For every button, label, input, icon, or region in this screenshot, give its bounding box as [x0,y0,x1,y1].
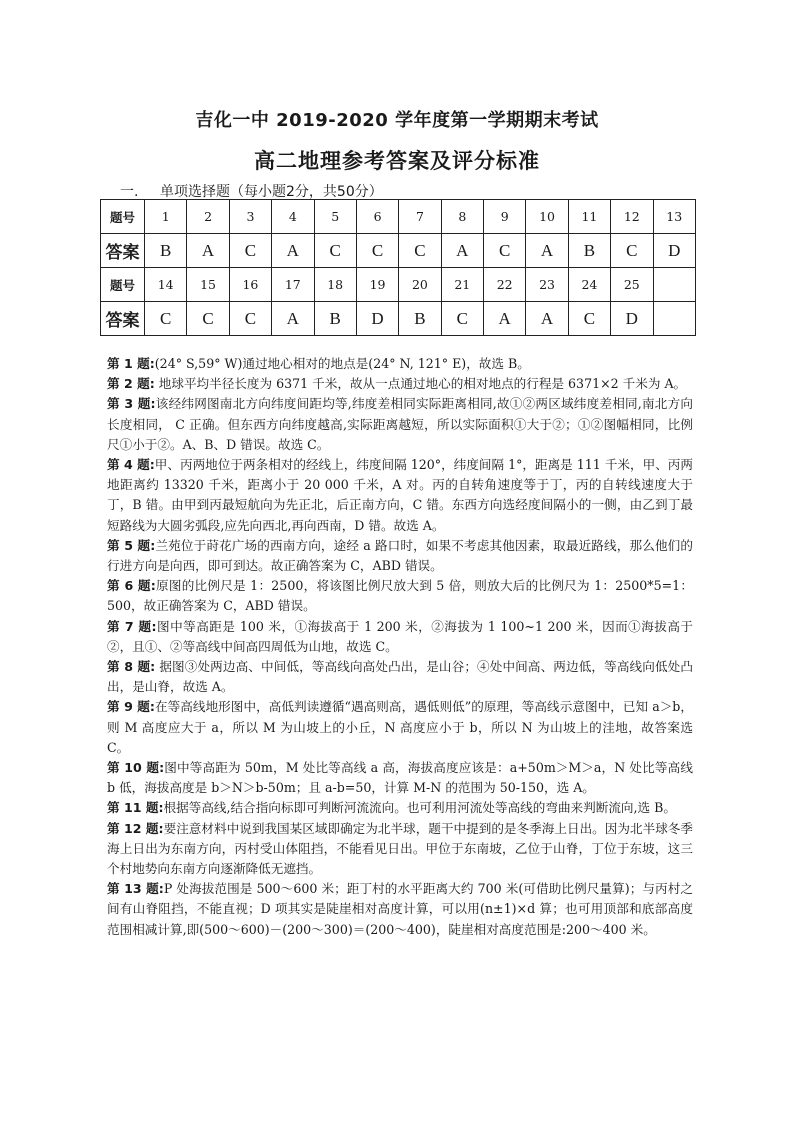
explanation-text: P 处海拔范围是 500～600 米；距丁村的水平距离大约 700 米(可借助比例尺量算)；与丙村之间有山脊阻挡，不能直视；D 项其实是陡崖相对高度计算，可以用(n±1)×d 算；也可用顶部和底部高度范围相减计算,即(500～600)－(200～300)＝(200～400)，陡崖相对高度范围是:200～400 米。 [107,881,693,937]
answer-key-subtitle: 高二地理参考答案及评分标准 [254,149,540,173]
exam-title: 吉化一中 2019-2020 学年度第一学期期末考试 [195,110,599,131]
question-label: 第 3 题: [107,396,156,412]
answer-table [100,199,696,336]
question-number-cell: 16 [229,268,271,302]
explanation-text: 在等高线地形图中，高低判读遵循“遇高则高，遇低则低”的原理，等高线示意图中，已知 a＞b，则 M 高度应大于 a，所以 M 为山坡上的小丘，N 高度应小于 b，所以 N 为山坡上的洼地，故答案选 C。 [107,699,693,755]
explanation-text: 据图③处两边高、中间低，等高线向高处凸出，是山谷；④处中间高、两边低，等高线向低处凸出，是山脊，故选 A。 [107,659,693,695]
answer-cell: A [187,234,229,268]
question-number-cell: 8 [441,200,483,234]
question-label: 第 9 题: [107,699,155,715]
answer-cell: A [272,302,314,336]
answer-cell: C [399,234,441,268]
explanation-paragraph [107,576,693,616]
section-number: 一. [120,184,139,200]
answer-cell: C [568,302,610,336]
question-number-cell: 11 [568,200,610,234]
question-number-cell: 20 [399,268,441,302]
question-number-cell: 18 [314,268,356,302]
answer-row [101,302,696,336]
explanation-paragraph [107,617,693,657]
answer-cell: B [399,302,441,336]
answer-cell: C [145,302,187,336]
answer-cell: A [526,234,568,268]
explanation-text: 要注意材料中说到我国某区域即确定为北半球，题干中提到的是冬季海上日出。因为北半球冬季海上日出为东南方向，丙村受山体阻挡，不能看见日出。甲位于东南坡，乙位于山脊，丁位于东坡，这三个村地势向东南方向逐渐降低无遮挡。 [107,820,694,877]
explanation-text: 根据等高线,结合指向标即可判断河流流向。也可利用河流处等高线的弯曲来判断流向,选 B。 [163,800,676,816]
question-number-row [101,200,696,234]
question-label: 第 7 题: [107,618,157,634]
question-header-cell: 题号 [101,200,145,234]
question-label: 第 8 题: [107,659,156,675]
question-label: 第 13 题: [107,881,164,897]
explanations-section [107,354,693,940]
question-label: 第 11 题: [107,800,164,816]
question-number-cell: 2 [187,200,229,234]
section-label: 单项选择题（每小题2分，共50分） [160,184,383,200]
question-number-cell: 10 [526,200,568,234]
answer-cell: B [145,234,187,268]
question-label: 第 5 题: [107,537,156,553]
explanation-paragraph [107,394,693,455]
question-number-cell: 1 [145,200,187,234]
answer-header-cell: 答案 [101,234,145,268]
answer-row [101,234,696,268]
answer-cell: C [187,302,229,336]
answer-cell: A [484,302,526,336]
explanation-text: 兰苑位于莳花广场的西南方向，途经 a 路口时，如果不考虑其他因素，取最近路线，那么他们的行进方向是向西，即可到达。故正确答案为 C，ABD 错误。 [107,537,694,574]
explanation-paragraph [107,758,693,798]
question-label: 第 2 题: [107,376,155,392]
explanation-text: (24° S,59° W)通过地心相对的地点是(24° N, 121° E)，故选 B。 [154,356,530,371]
question-number-cell: 12 [611,200,653,234]
question-number-cell: 25 [611,268,653,302]
question-number-cell: 14 [145,268,187,302]
answer-cell: A [272,234,314,268]
answer-cell: A [526,302,568,336]
answer-cell: C [314,234,356,268]
question-number-row [101,268,696,302]
answer-cell [653,302,696,336]
explanation-text: 甲、丙两地位于两条相对的经线上，纬度间隔 120°，纬度间隔 1°，距离是 111 千米，甲、丙两地距离约 13320 千米，距离小于 20 000 千米，A 对。丙的自转角速度等于丁，丙的自转线速度大于丁，B 错。由甲到丙最短航向为先正北，后正南方向，C 错。东西方向选经度间隔小的一侧，由乙到丁最短路线为大圆劣弧段,应先向西北,再向西南，D 错。故选 A。 [107,457,693,533]
answer-cell: C [611,234,653,268]
explanation-text: 图中等高距为 50m，M 处比等高线 a 高，海拔高度应该是：a+50m＞M＞a，N 处比等高线 b 低，海拔高度是 b＞N＞b-50m；且 a-b=50，计算 M-N 的范围为 50-150，选 A。 [107,760,693,796]
explanation-paragraph [107,697,693,758]
question-number-cell: 13 [653,200,696,234]
explanation-text: 图中等高距是 100 米，①海拔高于 1 200 米，②海拔为 1 100~1 200 米，因而①海拔高于②，且①、②等高线中间高四周低为山地，故选 C。 [107,618,693,654]
explanation-paragraph [107,455,693,536]
question-number-cell: 17 [272,268,314,302]
answer-header-cell: 答案 [101,302,145,336]
explanation-paragraph [107,798,693,818]
question-number-cell: 4 [272,200,314,234]
question-number-cell: 6 [356,200,398,234]
question-number-cell [653,268,696,302]
answer-cell: C [229,302,271,336]
explanation-text: 原图的比例尺是 1：2500，将该图比例尺放大到 5 倍，则放大后的比例尺为 1：2500*5=1：500，故正确答案为 C，ABD 错误。 [107,578,693,614]
question-number-cell: 3 [229,200,271,234]
question-number-cell: 15 [187,268,229,302]
question-number-cell: 19 [356,268,398,302]
answer-cell: C [356,234,398,268]
explanation-text: 地球平均半径长度为 6371 千米，故从一点通过地心的相对地点的行程是 6371×2 千米为 A。 [154,376,687,392]
question-number-cell: 7 [399,200,441,234]
explanation-paragraph [107,354,693,374]
question-label: 第 12 题: [107,820,164,836]
question-label: 第 10 题: [107,760,165,776]
answer-cell: C [441,302,483,336]
question-label: 第 6 题: [107,578,156,594]
question-number-cell: 9 [484,200,526,234]
explanation-paragraph [107,657,693,697]
question-label: 第 4 题: [107,457,155,473]
question-number-cell: 21 [441,268,483,302]
answer-cell: B [568,234,610,268]
answer-cell: D [356,302,398,336]
answer-cell: D [653,234,696,268]
explanation-text: 该经纬网图南北方向纬度间距均等,纬度差相同实际距离相同,故①②两区域纬度差相同,南北方向长度相同， C 正确。但东西方向纬度越高,实际距离越短，所以实际面积①大于②；①②图幅相同，比例尺①小于②。A、B、D 错误。故选 C。 [107,396,693,452]
question-number-cell: 24 [568,268,610,302]
question-number-cell: 23 [526,268,568,302]
explanation-paragraph [107,879,693,940]
answer-cell: C [229,234,271,268]
question-number-cell: 5 [314,200,356,234]
question-header-cell: 题号 [101,268,145,302]
answer-cell: B [314,302,356,336]
section-heading [120,181,383,201]
explanation-paragraph [107,536,693,576]
answer-cell: D [611,302,653,336]
answer-cell: A [441,234,483,268]
explanation-paragraph [107,374,693,394]
explanation-paragraph [107,819,693,880]
question-label: 第 1 题: [107,356,155,371]
answer-cell: C [484,234,526,268]
question-number-cell: 22 [484,268,526,302]
